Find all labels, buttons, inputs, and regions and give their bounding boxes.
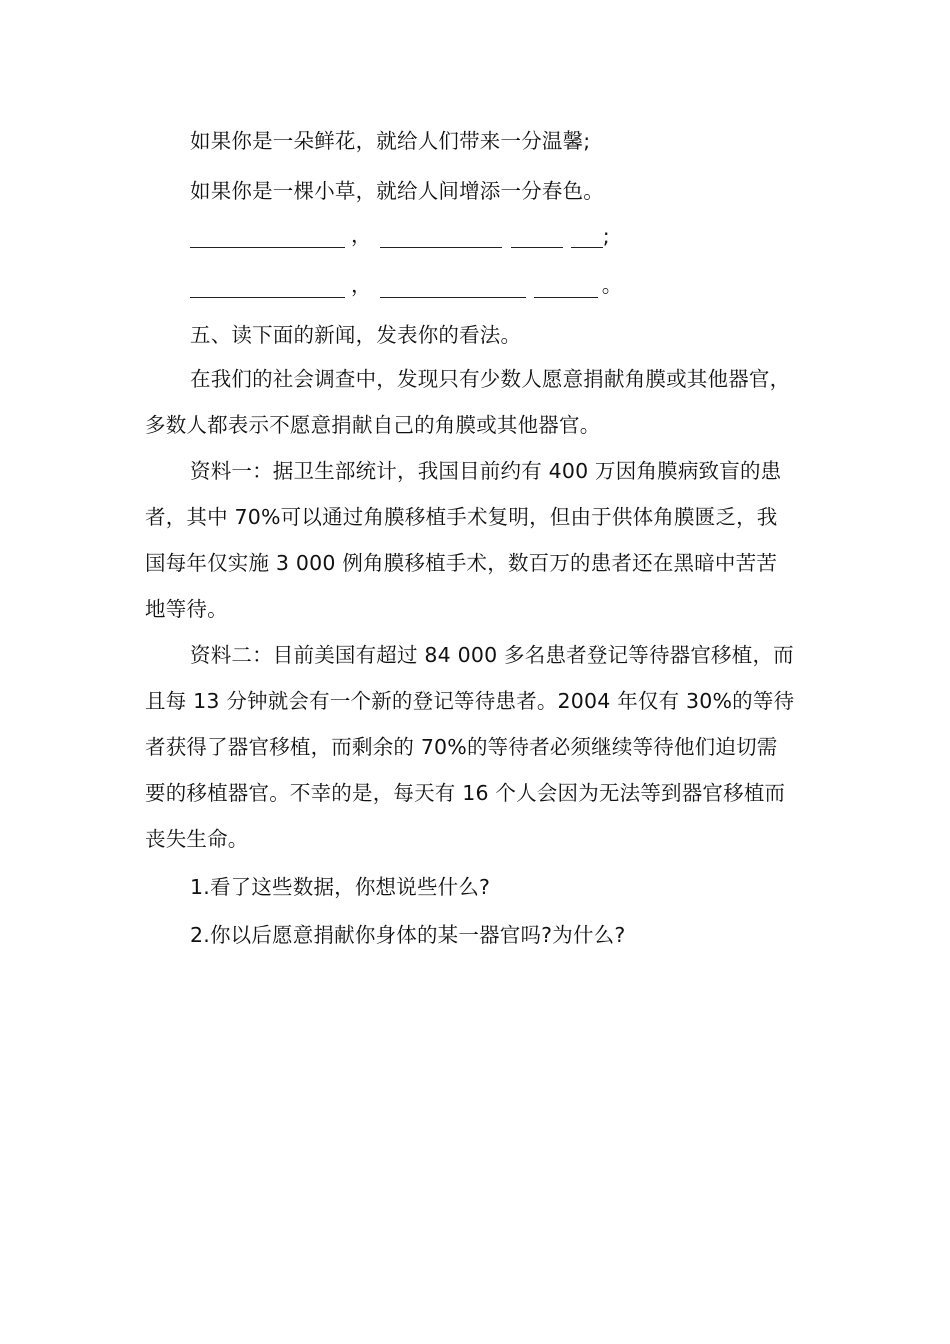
blank-end-punct: 。 [601,273,623,297]
fill-blank-row-1 [190,218,610,248]
material1-line-2: 者，其中 70%可以通过角膜移植手术复明，但由于供体角膜匮乏，我 [145,505,778,529]
blank-field[interactable] [190,279,345,298]
poem-line-2: 如果你是一棵小草，就给人间增添一分春色。 [190,179,604,203]
material2-line-2: 且每 13 分钟就会有一个新的登记等待患者。2004 年仅有 30%的等待 [145,689,795,713]
blank-field[interactable] [511,229,563,248]
blank-separator: ， [351,223,372,247]
intro-line-1: 在我们的社会调查中，发现只有少数人愿意捐献角膜或其他器官， [190,367,791,391]
blank-field[interactable] [571,229,603,248]
intro-line-2: 多数人都表示不愿意捐献自己的角膜或其他器官。 [145,413,601,437]
material1-line-4: 地等待。 [145,597,228,621]
material2-line-3: 者获得了器官移植，而剩余的 70%的等待者必须继续等待他们迫切需 [145,735,778,759]
blank-field[interactable] [190,229,345,248]
material1-line-3: 国每年仅实施 3 000 例角膜移植手术，数百万的患者还在黑暗中苦苦 [145,551,778,575]
question-2: 2.你以后愿意捐献你身体的某一器官吗?为什么? [190,923,626,947]
section-heading: 五、读下面的新闻，发表你的看法。 [190,323,522,347]
blank-separator: ， [351,273,372,297]
material1-line-1: 资料一：据卫生部统计，我国目前约有 400 万因角膜病致盲的患 [190,459,782,483]
blank-end-punct: ; [602,224,610,248]
material2-line-1: 资料二：目前美国有超过 84 000 多名患者登记等待器官移植，而 [190,643,794,667]
fill-blank-row-2 [190,268,622,298]
material2-line-4: 要的移植器官。不幸的是，每天有 16 个人会因为无法等到器官移植而 [145,781,786,805]
blank-field[interactable] [380,229,502,248]
question-1: 1.看了这些数据，你想说些什么? [190,875,491,899]
blank-field[interactable] [380,279,526,298]
blank-field[interactable] [534,279,598,298]
poem-line-1: 如果你是一朵鲜花，就给人们带来一分温馨; [190,129,591,153]
material2-line-5: 丧失生命。 [145,827,249,851]
